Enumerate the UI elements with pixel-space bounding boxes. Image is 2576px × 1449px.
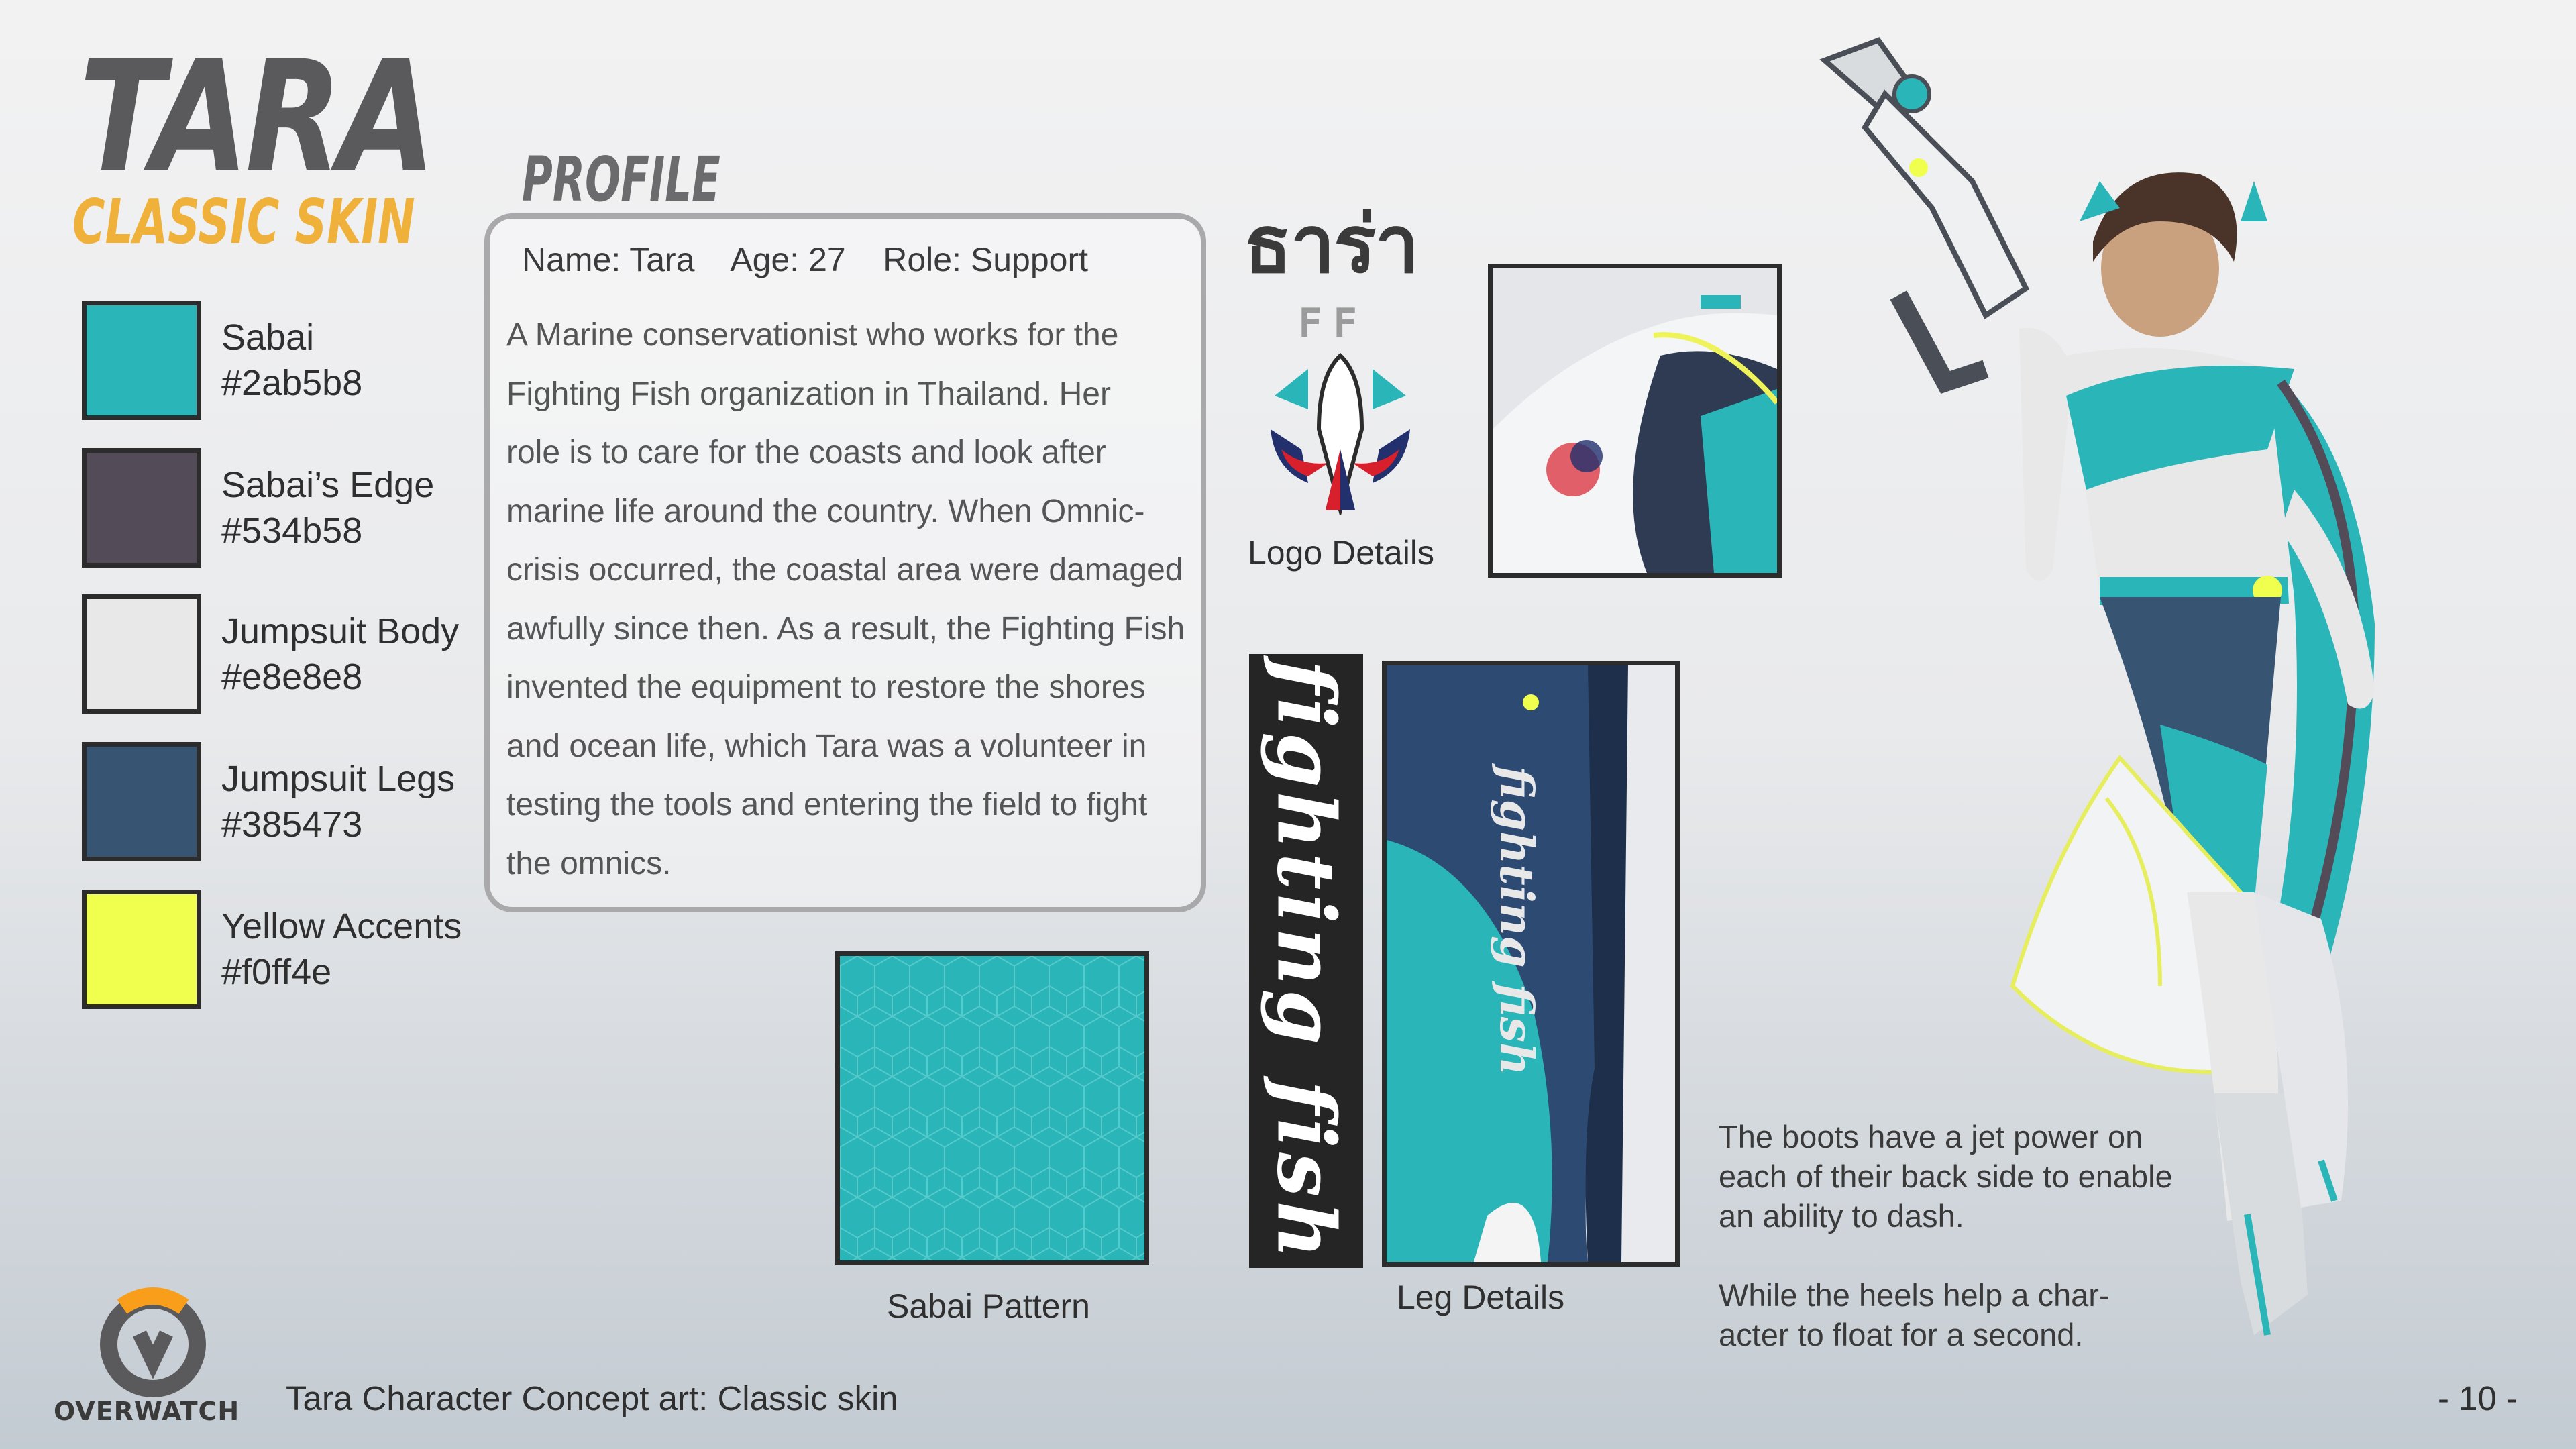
swatch-item [82,890,498,1009]
bio-line: testing the tools and entering the field to fight [506,787,1148,822]
profile-meta: Name: Tara Age: 27 Role: Support [522,241,1088,278]
swatch-item [82,301,498,420]
leg-detail-frame [1382,661,1680,1267]
fighting-fish-emblem-icon [1261,349,1419,519]
swatch-color [82,742,201,861]
bio-line: invented the equipment to restore the shores [506,669,1146,705]
bio-line: role is to care for the coasts and look after [506,435,1106,470]
pattern-caption: Sabai Pattern [887,1287,1090,1325]
bio-line: Fighting Fish organization in Thailand. Her [506,376,1111,412]
hex-pattern-icon [840,956,1144,1260]
swatch-name: Jumpsuit Body [221,611,460,651]
shoulder-detail-illustration [1493,268,1777,573]
swatch-hex: #534b58 [221,511,363,551]
swatch-color [82,594,201,714]
leg-detail-illustration [1387,665,1675,1262]
fighting-fish-banner [1249,654,1363,1268]
leg-caption: Leg Details [1397,1279,1565,1316]
swatch-color [82,890,201,1009]
swatch-name: Sabai’s Edge [221,465,435,505]
overwatch-wordmark: OVERWATCH [54,1397,240,1426]
bio-line: awfully since then. As a result, the Fighting Fish [506,610,1185,647]
swatch-name: Sabai [221,317,315,358]
swatch-item [82,594,498,714]
profile-heading: PROFILE [522,144,720,215]
swatch-hex: #e8e8e8 [221,657,363,697]
banner-text: fighting fish [1259,659,1353,1263]
swatch-name: Jumpsuit Legs [221,759,455,799]
swatch-hex: #385473 [221,804,363,845]
logo-caption: Logo Details [1248,534,1434,572]
bio-line: the omnics. [506,845,672,881]
boots-note-2: While the heels help a char-acter to float for a second. [1719,1277,2110,1352]
profile-bio [506,306,1197,893]
swatch-hex: #2ab5b8 [221,363,363,403]
bio-line: and ocean life, which Tara was a volunteer in [506,728,1147,764]
swatch-name: Yellow Accents [221,906,462,947]
bio-line: A Marine conservationist who works for the [506,317,1119,353]
swatch-item [82,742,498,861]
page-title: TARA [79,28,433,206]
boots-note [1719,1117,2175,1394]
page-number: - 10 - [2438,1379,2518,1417]
page-subtitle: CLASSIC SKIN [72,186,415,258]
footer-title: Tara Character Concept art: Classic skin [286,1379,898,1417]
bio-line: marine life around the country. When Omnic- [506,493,1145,529]
shoulder-detail-frame [1488,264,1782,578]
swatch-item [82,448,498,568]
sabai-pattern-swatch [835,951,1149,1265]
logo-wordmark: ธาร่า [1244,198,1418,290]
logo-initials: FF [1298,300,1368,347]
swatch-color [82,301,201,420]
swatch-color [82,448,201,568]
svg-text:fighting fish: fighting fish [1489,766,1543,1076]
boots-note-1: The boots have a jet power on each of their back side to enable an ability to dash. [1719,1119,2173,1234]
bio-line: crisis occurred, the coastal area were damaged [506,552,1183,588]
swatch-hex: #f0ff4e [221,952,332,992]
overwatch-logo-icon [95,1287,211,1405]
